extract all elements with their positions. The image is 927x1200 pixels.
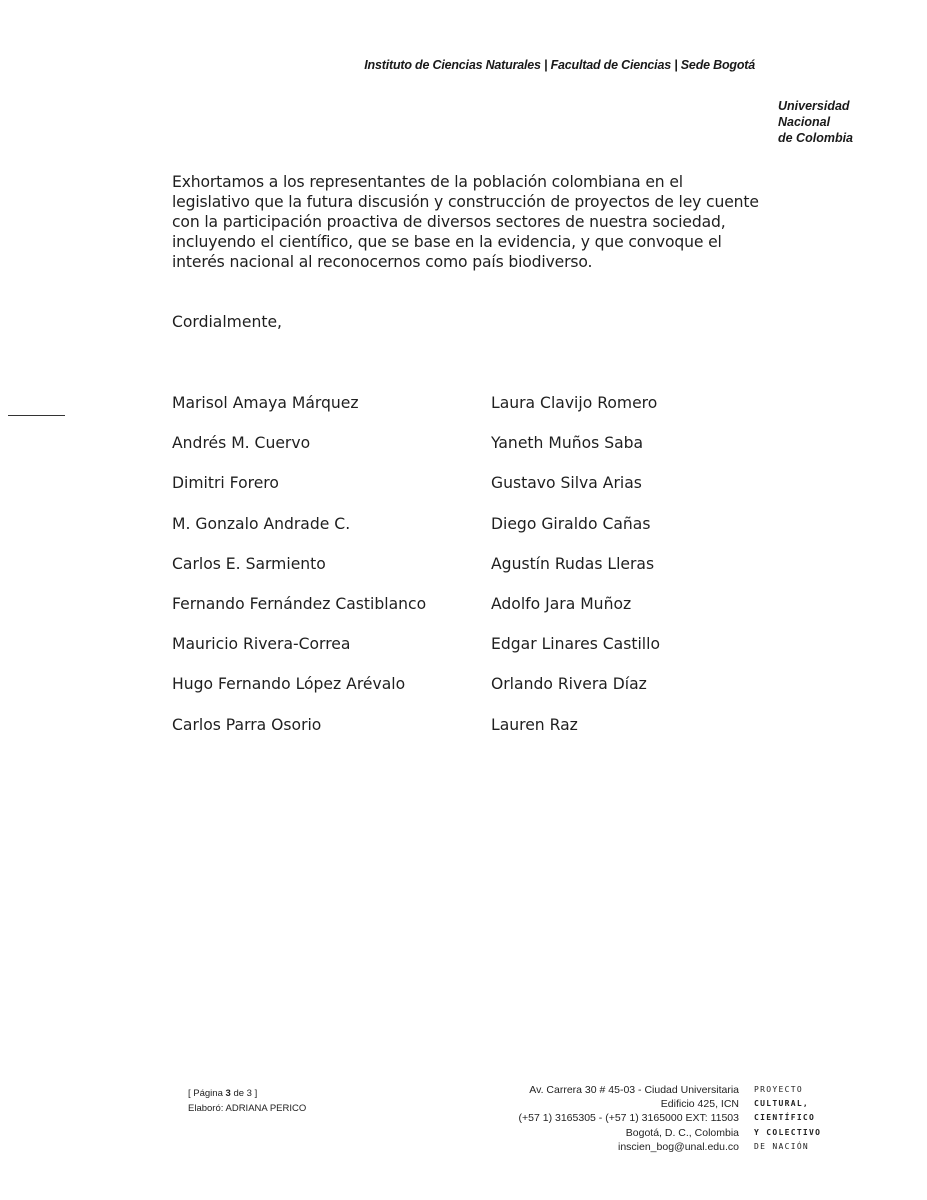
university-name-block [778, 98, 853, 146]
signatory-name: Orlando Rivera Díaz [491, 675, 647, 694]
prepared-by: Elaboró: ADRIANA PERICO [188, 1103, 307, 1114]
address-line: Av. Carrera 30 # 45-03 - Ciudad Universitaria [529, 1084, 739, 1096]
signatory-name: Adolfo Jara Muñoz [491, 594, 632, 613]
letter-body: Exhortamos a los representantes de la población colombiana en el legislativo que la futura discusión y construcción de proyectos de ley cuente con la participación proactiva de diversos sectores de nuestra sociedad, incluyendo el científico, que se base en la evidencia, y que convoque el interés nacional al reconocernos como país biodiverso. [172, 173, 759, 271]
footer-address [460, 1083, 739, 1154]
address-line: Edificio 425, ICN [660, 1098, 739, 1111]
slogan-line: DE NACIÓN [754, 1141, 810, 1151]
university-line: Nacional [778, 115, 831, 129]
letter-closing: Cordialmente, [172, 313, 283, 331]
signatory-name: Diego Giraldo Cañas [491, 514, 651, 533]
signatories-left-column [172, 393, 426, 755]
signatory-name: Laura Clavijo Romero [491, 394, 658, 412]
signatories-right-column [491, 393, 660, 755]
signatory-name: Edgar Linares Castillo [491, 635, 660, 654]
page-current-number: 3 [225, 1088, 231, 1099]
signatory-name: Gustavo Silva Arias [491, 474, 642, 493]
signatory-name: Lauren Raz [491, 715, 578, 734]
signatory-name: Carlos Parra Osorio [172, 715, 322, 734]
slogan-line: PROYECTO [754, 1085, 803, 1094]
signatory-name: Mauricio Rivera-Correa [172, 635, 351, 654]
page-total-label: de 3 ] [233, 1088, 258, 1099]
email-address: inscien_bog@unal.edu.co [618, 1140, 739, 1153]
project-slogan [754, 1083, 821, 1154]
page-indicator [188, 1086, 306, 1101]
address-line: Bogotá, D. C., Colombia [625, 1126, 739, 1139]
signatory-name: Andrés M. Cuervo [172, 434, 311, 453]
footer-page-info [188, 1086, 306, 1116]
university-line: Universidad [778, 99, 850, 113]
signatory-name: Fernando Fernández Castiblanco [172, 594, 427, 613]
slogan-line: CIENTÍFICO [754, 1113, 816, 1123]
slogan-line: CULTURAL, [754, 1099, 810, 1109]
signatory-name: Marisol Amaya Márquez [172, 394, 359, 412]
signatory-name: Agustín Rudas Lleras [491, 554, 655, 573]
signatory-name: Carlos E. Sarmiento [172, 554, 326, 573]
slogan-line: Y COLECTIVO [754, 1127, 822, 1137]
page-open-label: [ Página [188, 1088, 223, 1099]
university-line: de Colombia [778, 131, 854, 145]
signatory-name: Dimitri Forero [172, 474, 279, 493]
address-line: (+57 1) 3165305 - (+57 1) 3165000 EXT: 11503 [518, 1112, 739, 1125]
institution-header: Instituto de Ciencias Naturales | Facultad de Ciencias | Sede Bogotá [364, 58, 755, 72]
signatory-name: Hugo Fernando López Arévalo [172, 675, 406, 694]
signatory-name: M. Gonzalo Andrade C. [172, 514, 351, 533]
fold-mark [8, 415, 65, 416]
signatory-name: Yaneth Muños Saba [491, 434, 644, 453]
